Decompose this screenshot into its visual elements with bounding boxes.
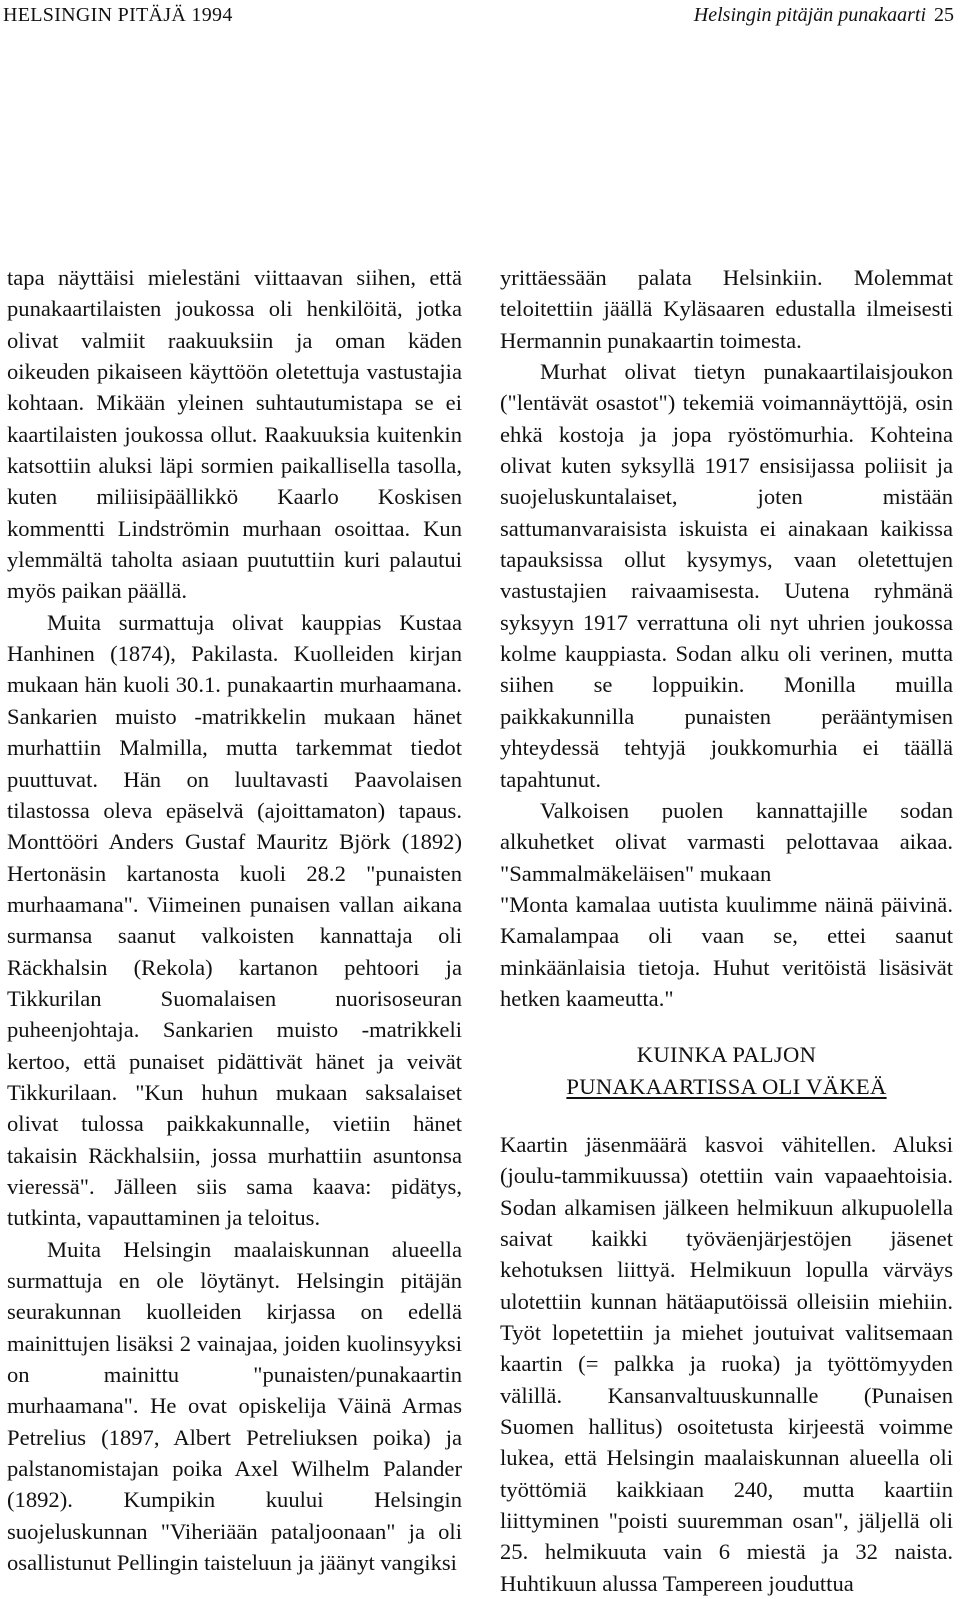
running-header [3,4,954,32]
section-heading [500,1039,953,1102]
quotation: "Monta kamalaa uutista kuulimme näinä päivinä. Kamalampaa oli vaan se, ettei saanut minkäänlaisia tietoja. Huhut veritöistä lisäsivät hetken kaameutta." [500,891,953,1011]
heading-line-1: KUINKA PALJON [636,1042,817,1068]
paragraph: Muita Helsingin maalaiskunnan alueella surmattuja en ole löytänyt. Helsingin pitäjän seurakunnan kuolleiden kirjassa on edellä mainittujen lisäksi 2 vainajaa, joiden kuolinsyyksi on mainittu "punaisten/punakaartin murhaamana". He ovat opiskelija Väinä Armas Petrelius (1897, Albert Petreliuksen poika) ja palstanomistajan poika Axel Wilhelm Palander (1892). Kumpikin kuului Helsingin suojeluskunnan "Viheriään pataljoonaan" ja oli osallistunut Pellingin taisteluun ja jäänyt vangiksi [7,1236,462,1576]
paragraph: Kaartin jäsenmäärä kasvoi vähitellen. Aluksi (joulu-tammikuussa) otettiin vain vapaaehtoisia. Sodan alkamisen jälkeen helmikuun alkupuolella saivat kaikki työväenjärjestöjen jäsenet kehotuksen liittyä. Helmikuun lopulla värväys ulotettiin kunnan hätäaputöissä olleisiin miehiin. Työt lopetettiin ja miehet joutuivat valitsemaan kaartin (= palkka ja ruoka) ja työttömyyden välillä. Kansanvaltuuskunnalle (Punaisen Suomen hallitus) osoitetusta kirjeestä voimme lukea, että Helsingin maalaiskunnan alueella oli työttömiä kaikkiaan 240, mutta kaartiin liittyminen "poisti suuremman osan", jäljellä oli 25. helmikuuta vain 6 miestä ja 32 naista. Huhtikuun alussa Tampereen jouduttua [500,1131,953,1596]
journal-title: HELSINGIN PITÄJÄ 1994 [3,4,233,26]
header-right [694,4,954,27]
left-column [7,262,462,1578]
paragraph: Muita surmattuja olivat kauppias Kustaa Hanhinen (1874), Pakilasta. Kuolleiden kirjan mukaan hän kuoli 30.1. punakaartin murhaamana. Sankarien muisto -matrikkelin mukaan hänet murhattiin Malmilla, mutta tarkemmat tiedot puuttuvat. Hän on luultavasti Paavolaisen tilastossa oleva epäselvä (ajoittamaton) tapaus. Monttööri Anders Gustaf Mauritz Björk (1892) Hertonäsin kartanosta kuoli 28.2 "punaisten murhaamana". Viimeinen punaisen vallan aikana surmansa saanut valkoisten kannattaja oli Räckhalsin (Rekola) kartanon pehtoori ja Tikkurilan Suomalaisen nuorisoseuran puheenjohtaja. Sankarien muisto -matrikkeli kertoo, että punaiset pidättivät hänet ja veivät Tikkurilaan. "Kun huhun mukaan saksalaiset olivat tulossa paikkakunnalle, vietiin hänet takaisin Räckhalsiin, jossa murhattiin asuntonsa vieressä". Jälleen siis sama kaava: pidätys, tutkinta, vapauttaminen ja teloitus. [7,609,462,1231]
paragraph: Valkoisen puolen kannattajille sodan alkuhetket olivat varmasti pelottavaa aikaa. "Sammalmäkeläisen" mukaan [500,797,953,886]
heading-line-2: PUNAKAARTISSA OLI VÄKEÄ [566,1073,887,1099]
paragraph: tapa näyttäisi mielestäni viittaavan siihen, että punakaartilaisten joukossa oli henkilöitä, jotka olivat valmiit raakuuksiin ja oman käden oikeuden pikaiseen käyttöön oletettuja vastustajia kohtaan. Mikään yleinen suhtautumistapa se ei kaartilaisten joukossa ollut. Raakuuksia kuitenkin katsottiin aluksi läpi sormien paikallisella tasolla, kuten miliisipäällikkö Kaarlo Koskisen kommentti Lindströmin murhaan osoittaa. Kun ylemmältä taholta asiaan puututtiin kuri palautui myös paikan päällä. [7,265,462,604]
article-title: Helsingin pitäjän punakaarti [693,4,926,26]
page-number: 25 [934,4,954,26]
paragraph: yrittäessään palata Helsinkiin. Molemmat teloitettiin jäällä Kyläsaaren edustalla ilmeisesti Hermannin punakaartin toimesta. [500,265,953,353]
paragraph: Murhat olivat tietyn punakaartilaisjoukon ("lentävät osastot") tekemiä voimannäyttöjä, osin ehkä kostoja ja jopa ryöstömurhia. Kohteina olivat kuten syksyllä 1917 ensisijassa poliisit ja suojeluskuntalaiset, joten mistään sattumanvaraisista iskuista ei ainakaan kaikissa tapauksissa ollut kysymys, vaan oletettujen vastustajien raivaamisesta. Uutena ryhmänä syksyyn 1917 verrattuna oli nyt uhrien joukossa kolme kauppiasta. Sodan alku oli verinen, mutta siihen se loppuikin. Monilla muilla paikkakunnilla punaisten perääntymisen yhteydessä tehtyjä joukkomurhia ei täällä tapahtunut. [500,359,953,792]
right-column [500,262,953,1599]
